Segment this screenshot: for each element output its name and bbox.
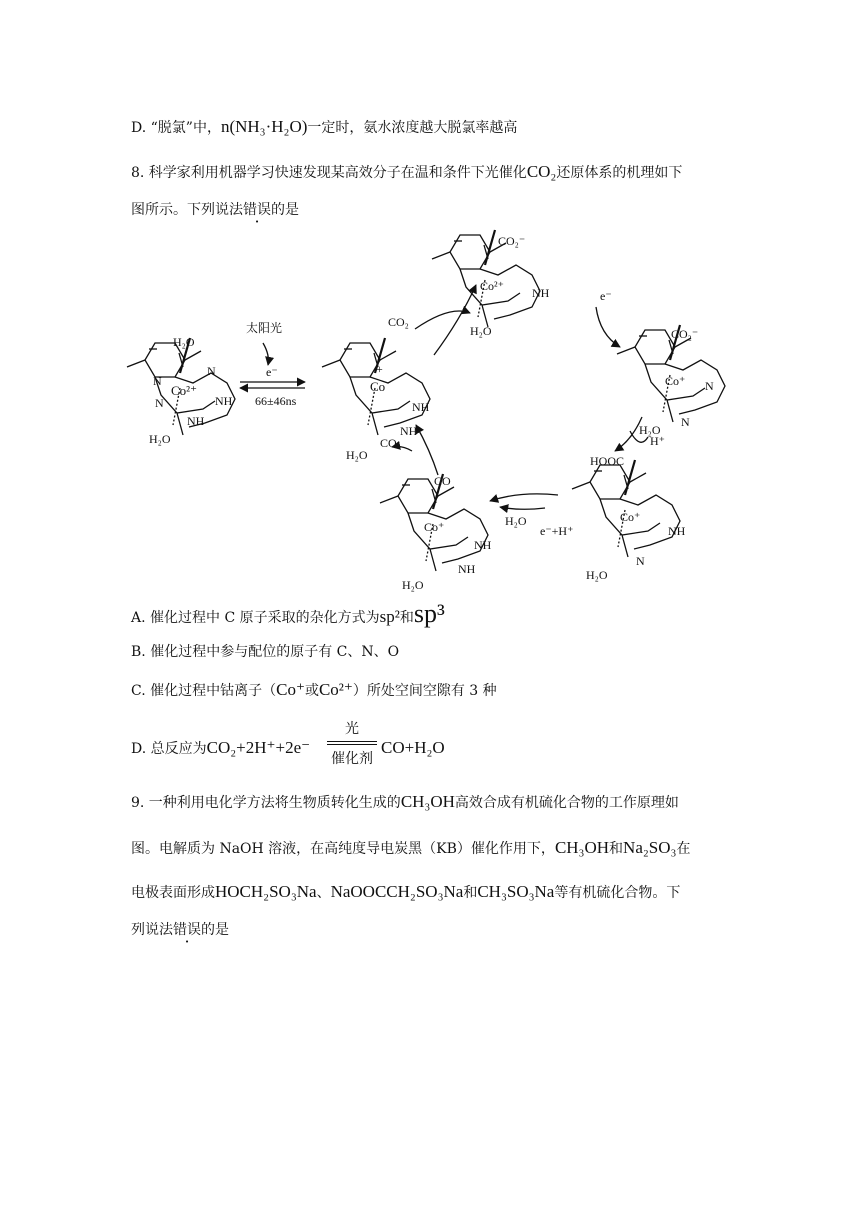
q8-stem2-text: 图所示。下列说法	[131, 202, 243, 218]
q8-option-c-co1: Co⁺	[276, 680, 305, 699]
q8-option-a-sp2: sp²	[379, 607, 400, 626]
complex3-h2o: H₂O	[470, 324, 492, 338]
svg-text:N: N	[207, 364, 216, 378]
complex-reduced	[322, 338, 430, 462]
q9-line3-text: 电极表面形成	[131, 885, 215, 901]
svg-text:NH: NH	[668, 524, 686, 538]
water-label: H₂O	[505, 514, 527, 528]
q9-at: 在	[676, 841, 691, 857]
complex4-ligand: CO₂⁻	[671, 327, 699, 341]
q8-option-a-and: 和	[399, 610, 414, 626]
q8-stem2-end: 的是	[271, 202, 299, 218]
svg-text:NH: NH	[187, 414, 205, 428]
complex4-h2o: H₂O	[639, 423, 661, 437]
q9-line2-text: 图。电解质为 NaOH 溶液，在高纯度导电炭黑（KB）催化作用下，	[131, 841, 555, 857]
svg-text:NH: NH	[532, 286, 550, 300]
lifetime-label: 66±46ns	[255, 394, 297, 408]
q9-line4	[131, 920, 229, 940]
condition-light: 光	[345, 721, 359, 737]
q7-option-d-prefix: D. “脱氯”中，	[131, 120, 221, 136]
q8-option-b-text: B. 催化过程中参与配位的原子有 C、N、O	[131, 644, 400, 660]
q7-option-d-formula: n(NH₃·H₂O)	[220, 117, 308, 136]
svg-text:NH: NH	[474, 538, 492, 552]
svg-text:NH: NH	[400, 424, 418, 438]
q9-and: 和	[609, 841, 624, 857]
q8-option-a-sp3: sp³	[413, 599, 445, 628]
complex1-ion: Co²⁺	[171, 383, 197, 398]
q8-option-c-or: 或	[304, 683, 319, 699]
complex2-h2o: H₂O	[346, 448, 368, 462]
complex-initial	[127, 335, 235, 446]
complex6-ion: Co⁺	[424, 520, 445, 534]
q9-line4-end: 的是	[201, 922, 229, 938]
sunlight-label: 太阳光	[246, 321, 283, 335]
q8-option-c-text: C. 催化过程中钴离子（	[131, 683, 277, 699]
q9-methanol: CH₃OH	[400, 792, 455, 811]
electron2-label: e⁻	[600, 289, 612, 303]
q8-stem-formula: CO₂	[526, 162, 557, 181]
svg-text:N: N	[153, 374, 162, 388]
complex6-ligand: CO	[434, 474, 451, 488]
complex6-h2o: H₂O	[402, 578, 424, 592]
complex3-ligand: CO₂⁻	[498, 234, 526, 248]
q9-product-2: NaOOCCH₂SO₃Na	[330, 882, 464, 901]
svg-text:Co: Co	[370, 379, 386, 394]
q9-line3-end: 等有机硫化合物。下	[554, 885, 681, 901]
svg-text:N: N	[636, 554, 645, 568]
catalytic-cycle-diagram	[120, 225, 750, 595]
electron-label: e⁻	[266, 365, 278, 379]
q8-emphasis-wrong: 错误	[243, 202, 271, 218]
reaction-condition	[327, 718, 377, 768]
q9-line2	[131, 838, 690, 859]
photo-step	[240, 320, 305, 408]
svg-text:N: N	[681, 415, 690, 429]
q9-emphasis-wrong: 错误	[173, 922, 201, 938]
svg-text:+: +	[376, 362, 383, 376]
complex1-h2o-bottom: H₂O	[149, 432, 171, 446]
svg-text:N: N	[155, 396, 164, 410]
condition-catalyst: 催化剂	[331, 751, 373, 767]
e-h-label: e⁻+H⁺	[540, 524, 574, 538]
complex3-ion: Co²⁺	[480, 279, 504, 293]
q9-line4-text: 列说法	[131, 922, 173, 938]
q7-option-d	[131, 117, 517, 138]
q7-option-d-suffix: 一定时，氨水浓度越大脱氯率越高	[307, 120, 518, 136]
q8-stem-line2	[131, 200, 299, 220]
q8-stem-line1	[131, 162, 682, 183]
complex5-h2o: H₂O	[586, 568, 608, 582]
q9-sep: 、	[316, 885, 331, 901]
co-label: CO	[380, 436, 397, 450]
q8-option-b	[131, 642, 399, 662]
q8-option-c	[131, 680, 497, 701]
co2-label: CO₂	[388, 315, 409, 329]
q9-line1	[131, 792, 679, 813]
complex5-ion: Co⁺	[620, 510, 641, 524]
svg-text:NH: NH	[458, 562, 476, 576]
q8-option-d-right: CO+H₂O	[381, 738, 445, 757]
q9-line1-text: 9. 一种利用电化学方法将生物质转化生成的	[131, 795, 401, 811]
q8-option-a	[131, 600, 445, 632]
q9-and-2: 和	[463, 885, 478, 901]
q9-line1-end: 高效合成有机硫化合物的工作原理如	[454, 795, 679, 811]
complex1-h2o-top: H₂O	[173, 335, 195, 349]
complex5-ligand: HOOC	[590, 454, 625, 468]
q8-option-c-co2: Co²⁺	[318, 680, 353, 699]
q8-stem-text-b: 还原体系的机理如下	[556, 165, 683, 181]
q9-methanol-2: CH₃OH	[554, 838, 610, 857]
q9-product-3: CH₃SO₃Na	[477, 882, 555, 901]
q9-line3	[131, 882, 680, 903]
q9-sodium-sulfite: Na₂SO₃	[623, 838, 677, 857]
complex-co-bound	[380, 474, 492, 592]
svg-text:NH: NH	[412, 400, 430, 414]
q9-product-1: HOCH₂SO₃Na	[215, 882, 317, 901]
complex-cooh	[572, 454, 686, 582]
q8-option-c-end: ）所处空间空隙有 3 种	[352, 683, 497, 699]
svg-text:N: N	[705, 379, 714, 393]
complex-co2-reduced	[617, 325, 725, 437]
proton-label: H⁺	[650, 434, 665, 448]
complex-co2-bound	[432, 230, 550, 338]
q8-option-d-text: D. 总反应为	[131, 741, 207, 757]
q8-option-a-text: A. 催化过程中 C 原子采取的杂化方式为	[131, 610, 380, 626]
svg-text:NH: NH	[215, 394, 233, 408]
q8-option-d-left: CO₂+2H⁺+2e⁻	[206, 738, 311, 757]
q8-stem-text: 8. 科学家利用机器学习快速发现某高效分子在温和条件下光催化	[131, 165, 527, 181]
complex4-ion: Co⁺	[665, 374, 686, 388]
